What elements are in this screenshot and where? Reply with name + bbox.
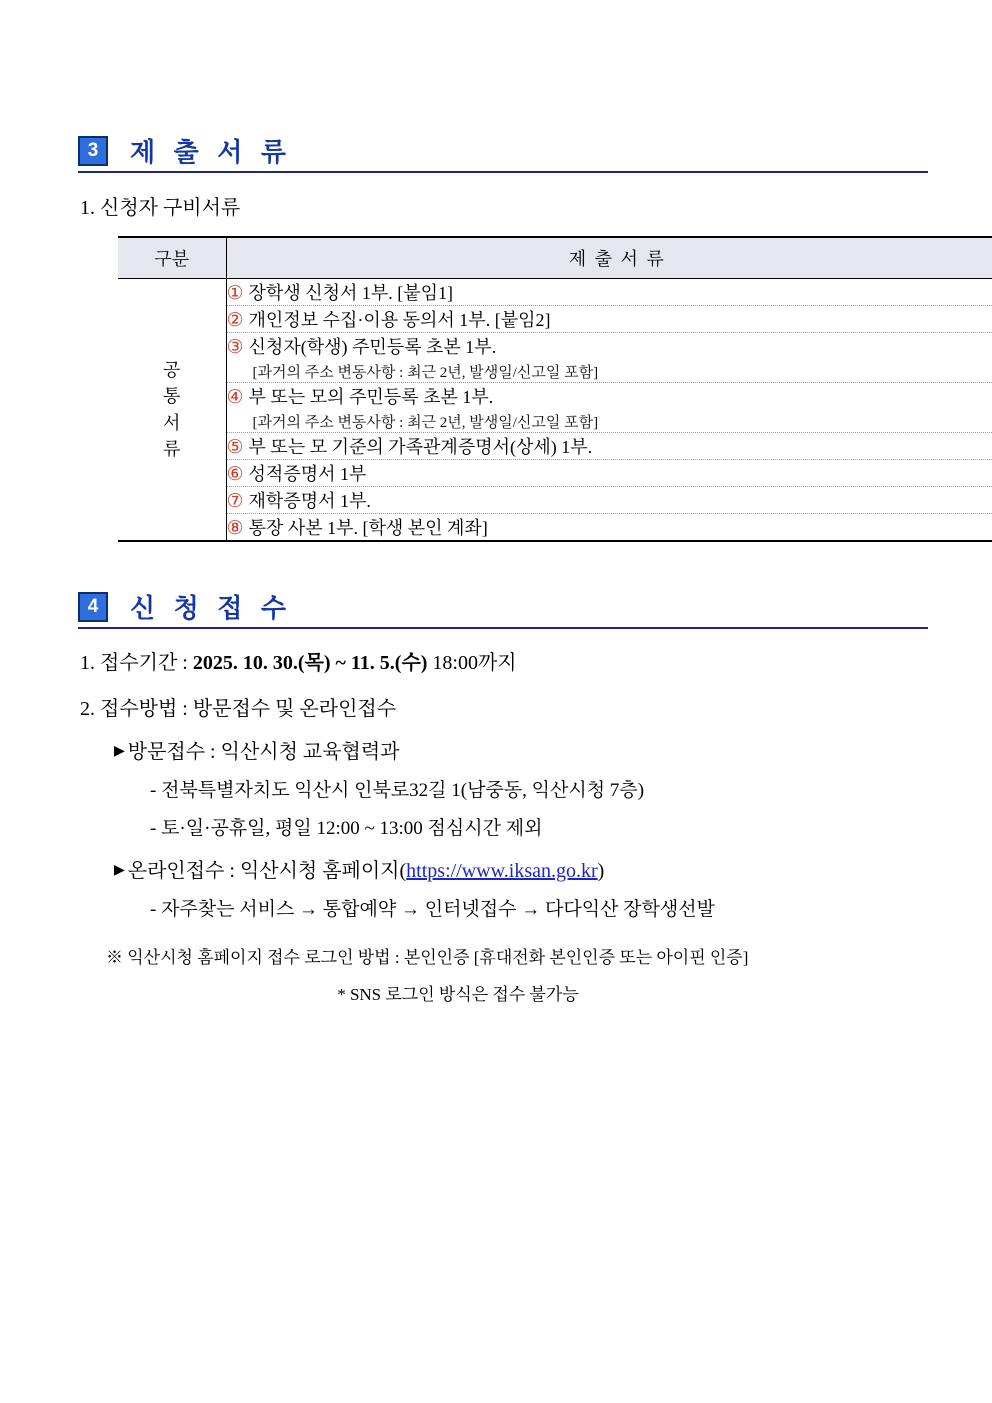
table-row	[118, 460, 992, 487]
table-row	[118, 487, 992, 514]
visit-application-bullet	[114, 735, 928, 764]
item-marker: ④	[226, 387, 244, 408]
table-row	[118, 383, 992, 433]
online-application-suffix: )	[597, 860, 605, 882]
document-item	[226, 306, 992, 333]
table-row	[118, 333, 992, 383]
application-period-line	[80, 646, 928, 675]
item-marker: ②	[226, 310, 244, 331]
triangle-bullet-icon: ▶	[114, 863, 125, 878]
table-row	[118, 514, 992, 542]
item-text: 부 또는 모의 주민등록 초본 1부.	[248, 387, 494, 407]
application-period-suffix: 18:00까지	[427, 652, 517, 674]
table-header-documents: 제 출 서 류	[226, 237, 992, 279]
item-marker: ①	[226, 283, 244, 304]
sns-login-note: * SNS 로그인 방식은 접수 불가능	[337, 985, 579, 1004]
section-heading-4	[78, 588, 928, 629]
table-row	[118, 306, 992, 333]
item-text: 재학증명서 1부.	[248, 491, 371, 511]
item-marker: ⑤	[226, 437, 244, 458]
online-application-bullet	[114, 854, 928, 883]
item-text: 성적증명서 1부	[248, 464, 367, 484]
item-marker: ③	[226, 337, 244, 358]
visit-hours-line: - 토·일·공휴일, 평일 12:00 ~ 13:00 점심시간 제외	[150, 818, 543, 839]
item-text: 부 또는 모 기준의 가족관계증명서(상세) 1부.	[248, 437, 593, 457]
item-note: [과거의 주소 변동사항 : 최근 2년, 발생일/신고일 포함]	[252, 365, 599, 381]
table-header-row	[118, 237, 992, 279]
application-method-line: 2. 접수방법 : 방문접수 및 온라인접수	[80, 698, 397, 720]
application-period-prefix: 1. 접수기간 :	[80, 652, 193, 674]
document-item	[226, 333, 992, 383]
item-text: 장학생 신청서 1부. [붙임1]	[248, 283, 454, 303]
document-item	[226, 383, 992, 433]
login-method-note: ※ 익산시청 홈페이지 접수 로그인 방법 : 본인인증 [휴대전화 본인인증 또는 아이핀 인증]	[106, 948, 749, 967]
required-documents-table	[118, 236, 992, 542]
item-marker: ⑦	[226, 491, 244, 512]
document-item	[226, 514, 992, 542]
item-marker: ⑥	[226, 464, 244, 485]
table-row	[118, 279, 992, 306]
table-header-gubun: 구분	[118, 237, 226, 279]
item-marker: ⑧	[226, 518, 244, 539]
section-title: 제 출 서 류	[130, 138, 292, 167]
online-path-line: - 자주찾는 서비스 → 통합예약 → 인터넷접수 → 다다익산 장학생선발	[150, 899, 715, 920]
section-number-badge: 3	[78, 136, 108, 166]
section-title: 신 청 접 수	[130, 594, 292, 623]
triangle-bullet-icon: ▶	[114, 744, 125, 759]
section3-item-1: 1. 신청자 구비서류	[80, 197, 241, 219]
table-row	[118, 433, 992, 460]
item-text: 개인정보 수집·이용 동의서 1부. [붙임2]	[248, 310, 551, 330]
application-period-date: 2025. 10. 30.(목) ~ 11. 5.(수)	[192, 652, 428, 674]
section4-wrapper	[78, 588, 928, 1005]
document-item	[226, 487, 992, 514]
iksan-homepage-link[interactable]: https://www.iksan.go.kr	[406, 860, 598, 882]
online-application-prefix: 온라인접수 : 익산시청 홈페이지(	[127, 860, 407, 882]
document-item	[226, 279, 992, 306]
item-note: [과거의 주소 변동사항 : 최근 2년, 발생일/신고일 포함]	[252, 415, 599, 431]
visit-address-line: - 전북특별자치도 익산시 인북로32길 1(남중동, 익산시청 7층)	[150, 780, 645, 801]
row-label-common-docs: 공 통 서 류	[118, 279, 226, 542]
document-item	[226, 460, 992, 487]
document-item	[226, 433, 992, 460]
section-heading-3	[78, 132, 928, 173]
item-text: 통장 사본 1부. [학생 본인 계좌]	[248, 518, 488, 538]
visit-application-text: 방문접수 : 익산시청 교육협력과	[127, 741, 400, 763]
section-number-badge: 4	[78, 592, 108, 622]
item-text: 신청자(학생) 주민등록 초본 1부.	[248, 337, 497, 357]
